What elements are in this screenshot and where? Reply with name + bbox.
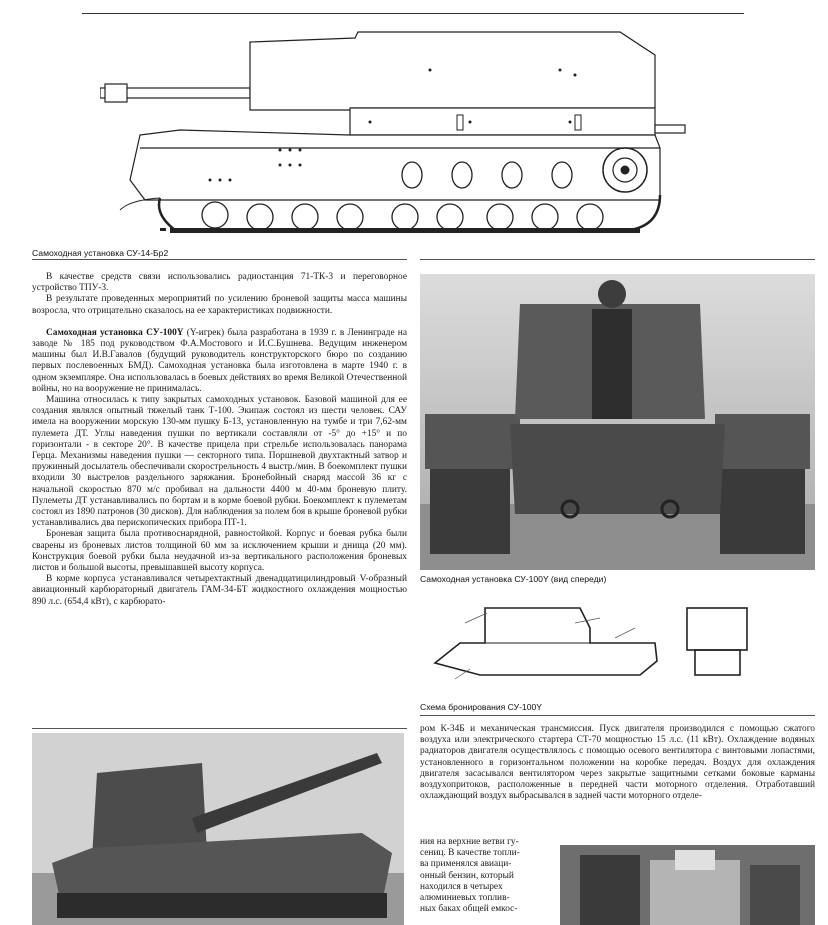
left-separator — [32, 259, 407, 260]
bottom-right-rule — [420, 715, 815, 716]
armor-scheme-drawing — [425, 603, 755, 683]
wrap-text-block — [420, 837, 550, 915]
wrap-line: ния на верхние ветви гу- — [420, 837, 519, 847]
right-separator — [420, 259, 815, 260]
wrap-line: алюминиевых топлив- — [420, 893, 510, 904]
main-paragraph-3: Броневая защита была противоснарядной, равностойкой. Корпус и боевая рубка были сварены из броневых листов толщиной 60 мм за исключением крыши и днища (20 мм). Конструкция боевой рубки была неудачной из-за вертикального расположения броневых листов и большой высоты, превышавшей высоту корпуса. — [32, 529, 407, 574]
intro-paragraph-2: В результате проведенных мероприятий по усилению броневой защиты масса машины возросла, что отрицательно сказалось на ее характеристиках подвижности. — [32, 294, 407, 316]
main-paragraph-1-text: (Y-игрек) была разработана в 1939 г. в Ленинграде на заводе № 185 под руководством Ф.А.Мостового и И.С.Бушнева. Ведущим инженером машины был И.В.Гавалов (будущий руководитель конструкторского бюро по созданию первых послевоенных БМД). Самоходная установка была изготовлена в марте 1940 г. в одном экземпляре. Она использовалась в боевых действиях во время Великой Отечественной войны, но на вооружение не принималась. — [32, 327, 407, 394]
engine-photo — [560, 845, 815, 925]
right-column-text — [420, 724, 815, 802]
right-paragraph: ром К-34Б и механическая трансмиссия. Пуск двигателя производился с помощью сжатого воздуха или электрического стартера СТ-70 мощностью 15 л.с. (11 кВт). Охлаждение водяных радиаторов двигателя осуществлялось с помощью осевого вентилятора с винтовыми лопастями, установленного в горизонтальном положении на коробке передач. Воздух для охлаждения двигателя засасывался вентилятором через закрытые защитными сетками боковые карманы воздухопритоков, расположенные в передней части моторного отделения. Отработавший охлаждающий воздух выбрасывался в задней части моторного отделе- — [420, 724, 815, 802]
su100y-front-photo — [420, 274, 815, 570]
armor-scheme-caption: Схема бронирования СУ-100Y — [420, 702, 542, 712]
front-photo-caption: Самоходная установка СУ-100Y (вид спереди) — [420, 574, 607, 584]
intro-paragraph-1: В качестве средств связи использовались радиостанция 71-ТК-3 и переговорное устройство ТПУ-3. — [32, 272, 407, 294]
wrap-line: онный бензин, который — [420, 870, 514, 881]
main-paragraph-4: В корме корпуса устанавливался четырехтактный двенадцатицилиндровый V-образный авиационный карбюраторный двигатель ГАМ-34-БТ жидкостного охлаждения мощностью 890 л.с. (654,4 кВт), с карбюрато- — [32, 574, 407, 607]
main-paragraph-1 — [32, 328, 407, 395]
main-paragraph-2: Машина относилась к типу закрытых самоходных установок. Базовой машиной для ее создания являлся опытный тяжелый танк Т-100. Экипаж состоял из шести человек. САУ имела на вооружении морскую 130-мм пушку Б-13, установленную на тумбе и три 7,62-мм пулемета ДТ. Углы наведения пушки по вертикали составляли от -5° до +15° и по горизонтали - в секторе 20°. В качестве прицела при стрельбе использовалась панорама Герца. Механизмы наведения пушки — секторного типа. Поршневой двухтактный затвор и пружинный досылатель обеспечивали скорострельность 4 выстр./мин. В боекомплект пушки входили 30 выстрелов раздельного заряжания. Бронебойный снаряд массой 36 кг с начальной скоростью 870 м/с пробивал на дальности 4400 м 40-мм броневую плиту. Пулеметы ДТ устанавливались по бортам и в корме боевой рубки. Боекомплект к пулеметам состоял из 1890 патронов (30 дисков). Для наблюдения за полем боя в крыше броневой рубки устанавливались два перископических прибора ПТ-1. — [32, 395, 407, 529]
su14-side-drawing — [100, 30, 700, 245]
bottom-left-rule — [32, 728, 407, 729]
wrap-line: ва применялся авиаци- — [420, 859, 512, 870]
su100y-heading: Самоходная установка СУ-100Y — [46, 327, 184, 338]
wrap-line: сениц. В качестве топли- — [420, 848, 520, 859]
su100y-side-photo — [32, 733, 404, 925]
left-column-text — [32, 272, 407, 608]
wrap-line: находился в четырех — [420, 881, 503, 892]
wrap-line: ных баках общей емкос- — [420, 904, 518, 915]
su14-caption: Самоходная установка СУ-14-Бр2 — [32, 248, 169, 258]
top-rule — [82, 13, 744, 14]
